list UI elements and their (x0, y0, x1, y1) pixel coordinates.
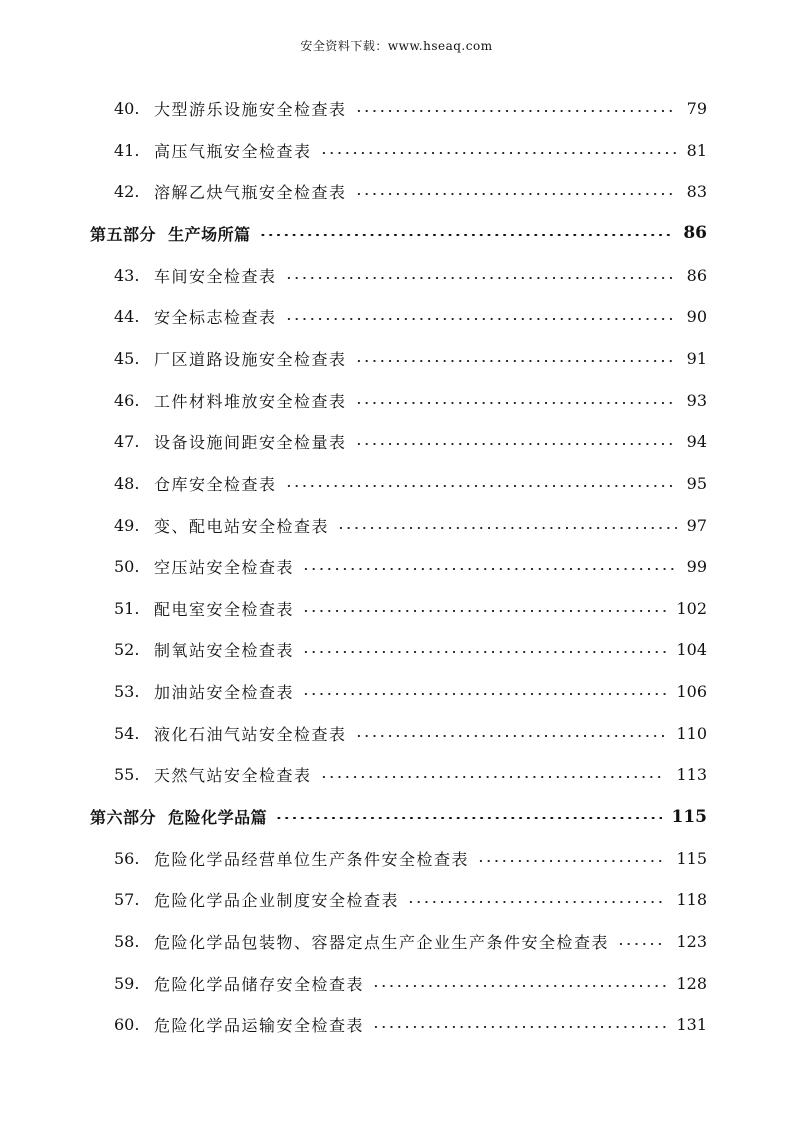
toc-page-number: 113 (676, 765, 707, 785)
toc-entry-number: 56. (114, 848, 140, 868)
toc-page-number: 131 (676, 1015, 707, 1035)
toc-entry[interactable] (0, 505, 793, 546)
toc-entry-title: 溶解乙炔气瓶安全检查表 (154, 183, 347, 203)
toc-entry-title: 危险化学品企业制度安全检查表 (154, 891, 400, 911)
dot-leader (372, 985, 666, 987)
toc-page-number: 86 (686, 265, 707, 285)
toc-entry-number: 41. (114, 140, 140, 160)
dot-leader (320, 152, 677, 154)
dot-leader (302, 693, 666, 695)
toc-entry-title: 变、配电站安全检查表 (154, 516, 330, 536)
toc-section-heading[interactable] (0, 796, 793, 837)
toc-entry-number: 40. (114, 99, 140, 118)
toc-page-number: 90 (686, 307, 707, 327)
dot-leader (302, 610, 666, 612)
toc-entry-number: 57. (114, 890, 140, 910)
toc-page-number: 118 (676, 890, 707, 910)
toc-section-heading[interactable] (0, 213, 793, 254)
toc-entry-number: 43. (114, 265, 140, 285)
toc-page-number: 95 (686, 473, 707, 493)
dot-leader (320, 776, 666, 778)
toc-entry-number: 47. (114, 432, 140, 452)
toc-entry-title: 液化石油气站安全检查表 (154, 724, 347, 744)
toc-entry[interactable] (0, 296, 793, 337)
toc-page-number: 83 (686, 182, 707, 202)
dot-leader (355, 110, 677, 112)
toc-entry-number: 54. (114, 723, 140, 743)
toc-entry-title: 危险化学品运输安全检查表 (154, 1016, 365, 1036)
toc-page-number: 115 (671, 806, 707, 827)
toc-entry-title: 第五部分 生产场所篇 (90, 224, 251, 244)
toc-entry[interactable] (0, 255, 793, 296)
dot-leader (302, 651, 666, 653)
toc-entry-number: 48. (114, 473, 140, 493)
toc-entry[interactable] (0, 838, 793, 879)
dot-leader (302, 568, 677, 570)
toc-entry-number: 60. (114, 1015, 140, 1035)
dot-leader (617, 943, 666, 945)
toc-entry-title: 车间安全检查表 (154, 266, 277, 286)
dot-leader (355, 360, 677, 362)
dot-leader (477, 860, 666, 862)
toc-entry-number: 44. (114, 307, 140, 327)
toc-entry-number: 45. (114, 348, 140, 368)
toc-page-number: 104 (676, 640, 707, 660)
dot-leader (355, 443, 677, 445)
toc-page-number: 79 (686, 99, 707, 118)
toc-entry[interactable] (0, 879, 793, 920)
toc-entry-title: 天然气站安全检查表 (154, 766, 312, 786)
toc-page-number: 123 (676, 932, 707, 951)
dot-leader (285, 485, 677, 487)
toc-entry-title: 危险化学品经营单位生产条件安全检查表 (154, 849, 470, 869)
toc-entry-number: 46. (114, 390, 140, 410)
toc-entry[interactable] (0, 463, 793, 504)
toc-entry[interactable] (0, 921, 793, 962)
toc-entry-number: 53. (114, 682, 140, 702)
toc-entry[interactable] (0, 88, 793, 129)
dot-leader (285, 318, 677, 320)
toc-entry-title: 危险化学品包装物、容器定点生产企业生产条件安全检查表 (154, 933, 610, 952)
toc-entry-number: 42. (114, 182, 140, 202)
dot-leader (355, 735, 666, 737)
toc-page-number: 94 (686, 432, 707, 452)
toc-page-number: 110 (676, 723, 707, 743)
toc-page-number: 128 (676, 973, 707, 993)
toc-entry[interactable] (0, 171, 793, 212)
toc-entry[interactable] (0, 629, 793, 670)
toc-page-number: 97 (686, 515, 707, 535)
toc-entry-title: 空压站安全检查表 (154, 558, 295, 578)
dot-leader (355, 193, 677, 195)
toc-entry[interactable] (0, 130, 793, 171)
toc-page-number: 99 (686, 557, 707, 577)
toc-page-number: 93 (686, 390, 707, 410)
toc-entry[interactable] (0, 588, 793, 629)
toc-page-number: 81 (686, 140, 707, 160)
toc-entry[interactable] (0, 380, 793, 421)
toc-entry-title: 工件材料堆放安全检查表 (154, 391, 347, 411)
toc-entry-number: 51. (114, 598, 140, 618)
toc-entry[interactable] (0, 963, 793, 1004)
dot-leader (337, 527, 677, 529)
toc-entry-title: 厂区道路设施安全检查表 (154, 349, 347, 369)
dot-leader (259, 234, 673, 237)
toc-entry-number: 50. (114, 557, 140, 577)
toc-entry[interactable] (0, 754, 793, 795)
toc-entry-title: 高压气瓶安全检查表 (154, 141, 312, 161)
dot-leader (285, 277, 677, 279)
toc-entry-title: 第六部分 危险化学品篇 (90, 808, 268, 828)
toc-page-number: 86 (683, 223, 707, 244)
toc-entry[interactable] (0, 338, 793, 379)
toc-entry[interactable] (0, 713, 793, 754)
toc-entry[interactable] (0, 421, 793, 462)
dot-leader (275, 817, 662, 820)
toc-entry-title: 大型游乐设施安全检查表 (154, 100, 347, 119)
page-header: 安全资料下载：www.hseaq.com (300, 39, 493, 53)
toc-entry-title: 加油站安全检查表 (154, 683, 295, 703)
toc-entry-title: 配电室安全检查表 (154, 599, 295, 619)
toc-page-number: 102 (676, 598, 707, 618)
toc-entry-number: 55. (114, 765, 140, 785)
dot-leader (355, 402, 677, 404)
toc-page-number: 115 (676, 848, 707, 868)
toc-entry-title: 危险化学品储存安全检查表 (154, 974, 365, 994)
toc-entry-title: 设备设施间距安全检量表 (154, 433, 347, 453)
toc-entry[interactable] (0, 546, 793, 587)
toc-page-number: 106 (676, 682, 707, 702)
toc-entry[interactable] (0, 671, 793, 712)
toc-entry-title: 制氧站安全检查表 (154, 641, 295, 661)
toc-entry[interactable] (0, 1004, 793, 1045)
toc-page-number: 91 (686, 348, 707, 368)
dot-leader (372, 1026, 666, 1028)
toc-entry-number: 52. (114, 640, 140, 660)
toc-entry-title: 安全标志检查表 (154, 308, 277, 328)
toc-entry-number: 59. (114, 973, 140, 993)
dot-leader (407, 901, 666, 903)
toc-entry-number: 49. (114, 515, 140, 535)
toc-entry-title: 仓库安全检查表 (154, 474, 277, 494)
toc-entry-number: 58. (114, 932, 140, 951)
